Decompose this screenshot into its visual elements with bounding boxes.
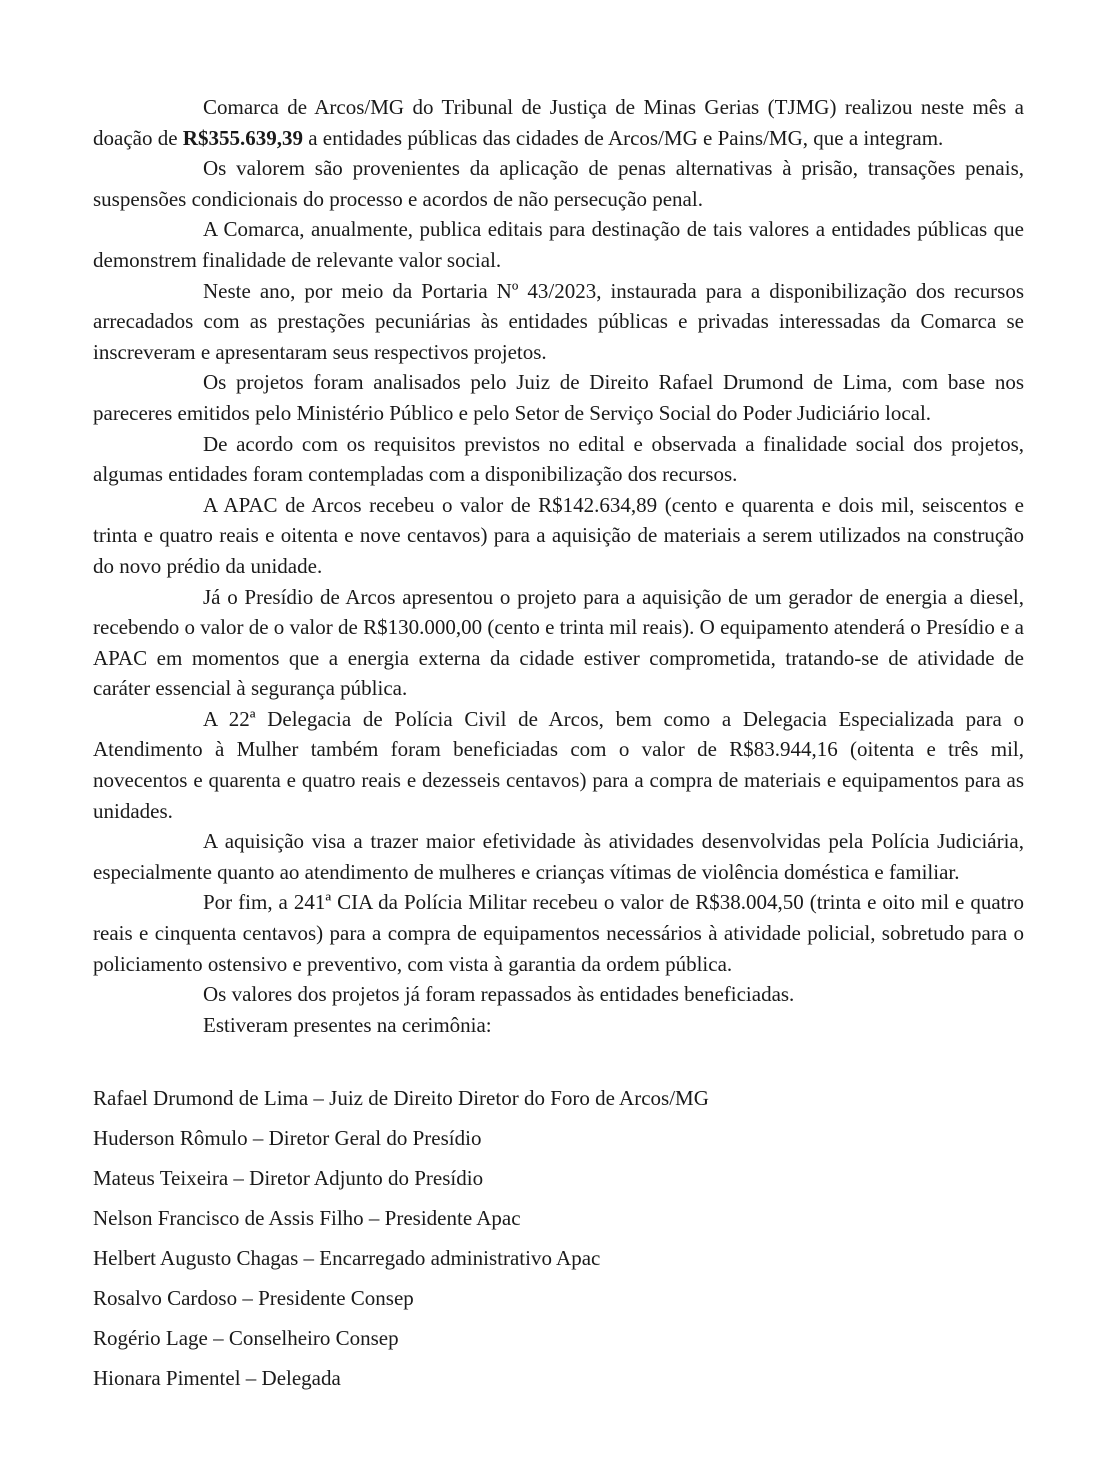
paragraph-policia-militar: Por fim, a 241ª CIA da Polícia Militar recebeu o valor de R$38.004,50 (trinta e oito mil e quatro reais e cinquenta centavos) para a compra de equipamentos necessários à atividade policial, sobretudo para o policiamento ostensivo e preventivo, com vista à garantia da ordem pública. bbox=[93, 890, 1024, 976]
attendee-item: Helbert Augusto Chagas – Encarregado administrativo Apac bbox=[93, 1246, 601, 1271]
paragraph-values-transferred: Os valores dos projetos já foram repassados às entidades beneficiadas. bbox=[203, 982, 795, 1007]
paragraph-text: a entidades públicas das cidades de Arcos/MG e Pains/MG, que a integram. bbox=[302, 125, 944, 150]
attendee-item: Rosalvo Cardoso – Presidente Consep bbox=[93, 1286, 414, 1311]
paragraph-source-of-funds: Os valorem são provenientes da aplicação de penas alternativas à prisão, transações penais, suspensões condicionais do processo e acordos de não persecução penal. bbox=[93, 156, 1024, 211]
paragraph-apac: A APAC de Arcos recebeu o valor de R$142.634,89 (cento e quarenta e dois mil, seiscentos e trinta e quatro reais e oitenta e nove centavos) para a aquisição de materiais a serem utilizados na construção do novo prédio da unidade. bbox=[93, 492, 1024, 578]
paragraph-portaria: Neste ano, por meio da Portaria Nº 43/2023, instaurada para a disponibilização dos recursos arrecadados com as prestações pecuniárias às entidades públicas e privadas interessadas da Comarca se inscreveram e apresentaram seus respectivos projetos. bbox=[93, 278, 1024, 364]
attendee-item: Nelson Francisco de Assis Filho – Presidente Apac bbox=[93, 1206, 521, 1231]
paragraph-donation-summary bbox=[93, 92, 1024, 153]
paragraph-project-analysis: Os projetos foram analisados pelo Juiz de Direito Rafael Drumond de Lima, com base nos pareceres emitidos pelo Ministério Público e pelo Setor de Serviço Social do Poder Judiciário local. bbox=[93, 370, 1024, 425]
paragraph-delegacia: A 22ª Delegacia de Polícia Civil de Arcos, bem como a Delegacia Especializada para o Atendimento à Mulher também foram beneficiadas com o valor de R$83.944,16 (oitenta e três mil, novecentos e quarenta e quatro reais e dezesseis centavos) para a compra de materiais e equipamentos para as unidades. bbox=[93, 706, 1024, 823]
attendees-intro: Estiveram presentes na cerimônia: bbox=[203, 1012, 492, 1037]
attendee-item: Hionara Pimentel – Delegada bbox=[93, 1366, 341, 1391]
paragraph-policia-judiciaria: A aquisição visa a trazer maior efetividade às atividades desenvolvidas pela Polícia Judiciária, especialmente quanto ao atendimento de mulheres e crianças vítimas de violência doméstica e familiar. bbox=[93, 829, 1024, 884]
attendees-list bbox=[93, 1078, 1024, 1398]
paragraph-text: Comarca de Arcos/MG do Tribunal de Justiça de Minas Gerias (TJMG) realizou neste mês a doação de bbox=[93, 95, 1024, 150]
paragraph-presidio: Já o Presídio de Arcos apresentou o projeto para a aquisição de um gerador de energia a diesel, recebendo o valor de o valor de R$130.000,00 (cento e trinta mil reais). O equipamento atenderá o Presídio e a APAC em momentos que a energia externa da cidade estiver comprometida, tratando-se de atividade de caráter essencial à segurança pública. bbox=[93, 584, 1024, 701]
donation-total-amount: R$355.639,39 bbox=[182, 125, 303, 150]
paragraph-annual-editais: A Comarca, anualmente, publica editais para destinação de tais valores a entidades públicas que demonstrem finalidade de relevante valor social. bbox=[93, 217, 1024, 272]
attendee-item: Huderson Rômulo – Diretor Geral do Presídio bbox=[93, 1126, 482, 1151]
attendee-item: Rogério Lage – Conselheiro Consep bbox=[93, 1326, 399, 1351]
document-page bbox=[93, 92, 1024, 1398]
attendee-item: Mateus Teixeira – Diretor Adjunto do Presídio bbox=[93, 1166, 484, 1191]
paragraph-requirements: De acordo com os requisitos previstos no edital e observada a finalidade social dos projetos, algumas entidades foram contempladas com a disponibilização dos recursos. bbox=[93, 431, 1024, 487]
attendee-item: Rafael Drumond de Lima – Juiz de Direito Diretor do Foro de Arcos/MG bbox=[93, 1086, 709, 1111]
